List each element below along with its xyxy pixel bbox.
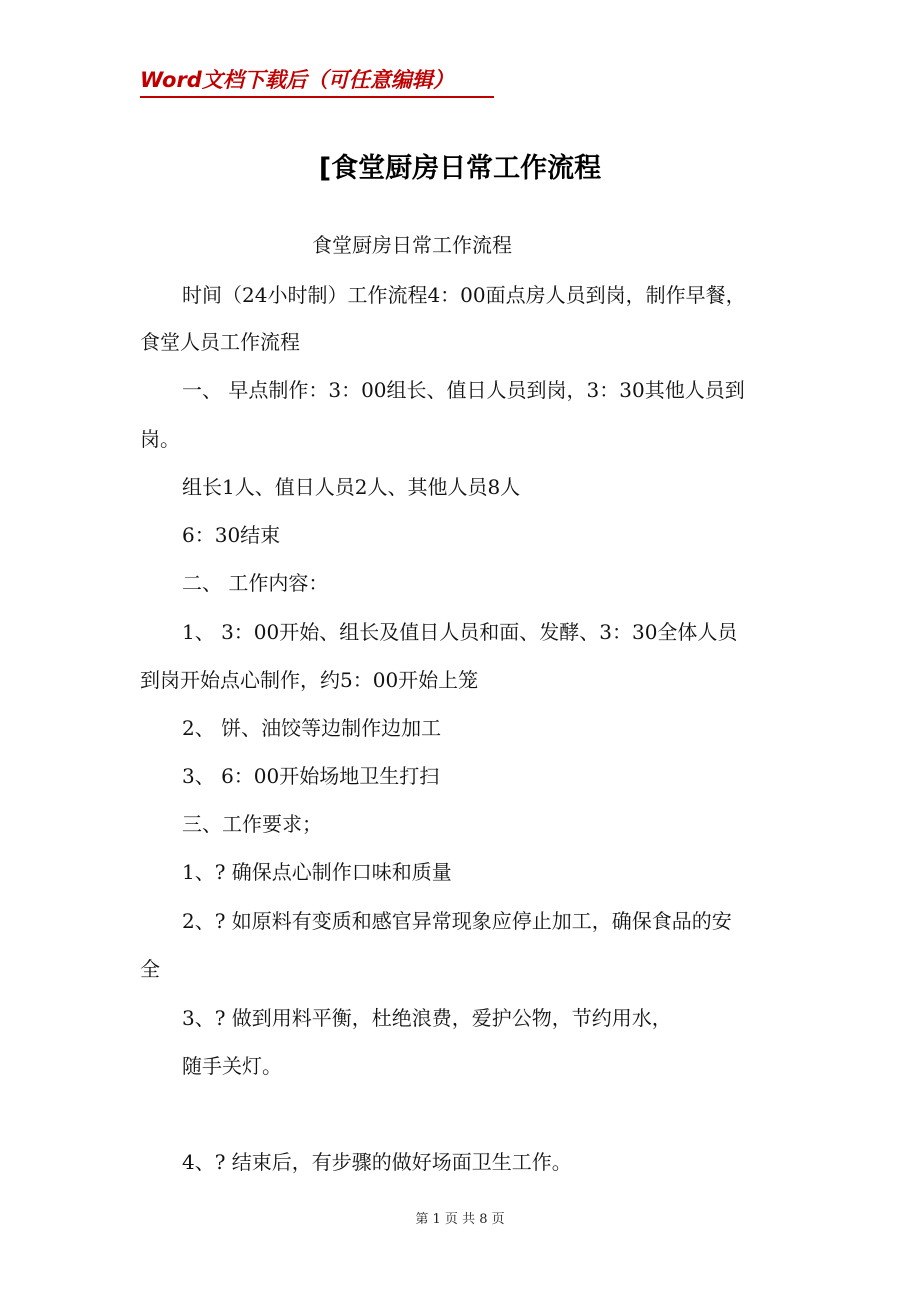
body-line: 岗。	[140, 427, 180, 451]
body-line: 1、 3：00开始、组长及值日人员和面、发酵、3：30全体人员	[182, 620, 738, 644]
body-line: 全	[140, 957, 160, 981]
body-line: 3、 6：00开始场地卫生打扫	[182, 764, 440, 788]
body-line: 组长1人、值日人员2人、其他人员8人	[182, 475, 521, 499]
body-line: 4、? 结束后，有步骤的做好场面卫生工作。	[182, 1150, 572, 1174]
section-heading: 三、工作要求；	[182, 812, 322, 836]
body-line: 6：30结束	[182, 523, 281, 547]
body-heading: 食堂厨房日常工作流程	[312, 233, 512, 257]
document-title: [食堂厨房日常工作流程	[318, 153, 602, 184]
body-line: 1、? 确保点心制作口味和质量	[182, 860, 452, 884]
download-header	[140, 64, 494, 98]
section-heading: 二、 工作内容：	[182, 571, 329, 595]
body-line: 食堂人员工作流程	[140, 330, 300, 354]
body-line: 2、? 如原料有变质和感官异常现象应停止加工，确保食品的安	[182, 909, 732, 933]
body-line: 一、 早点制作：3：00组长、值日人员到岗，3：30其他人员到	[182, 378, 745, 402]
body-line: 3、? 做到用料平衡，杜绝浪费，爱护公物，节约用水，	[182, 1006, 672, 1030]
body-line: 随手关灯。	[182, 1054, 282, 1078]
body-line: 到岗开始点心制作，约5：00开始上笼	[140, 668, 479, 692]
header-label: Word文档下载后（可任意编辑）	[140, 68, 454, 92]
page-footer: 第 1 页 共 8 页	[415, 1212, 505, 1227]
body-line: 时间（24小时制）工作流程4：00面点房人员到岗，制作早餐，	[182, 283, 746, 307]
body-line: 2、 饼、油饺等边制作边加工	[182, 716, 442, 740]
